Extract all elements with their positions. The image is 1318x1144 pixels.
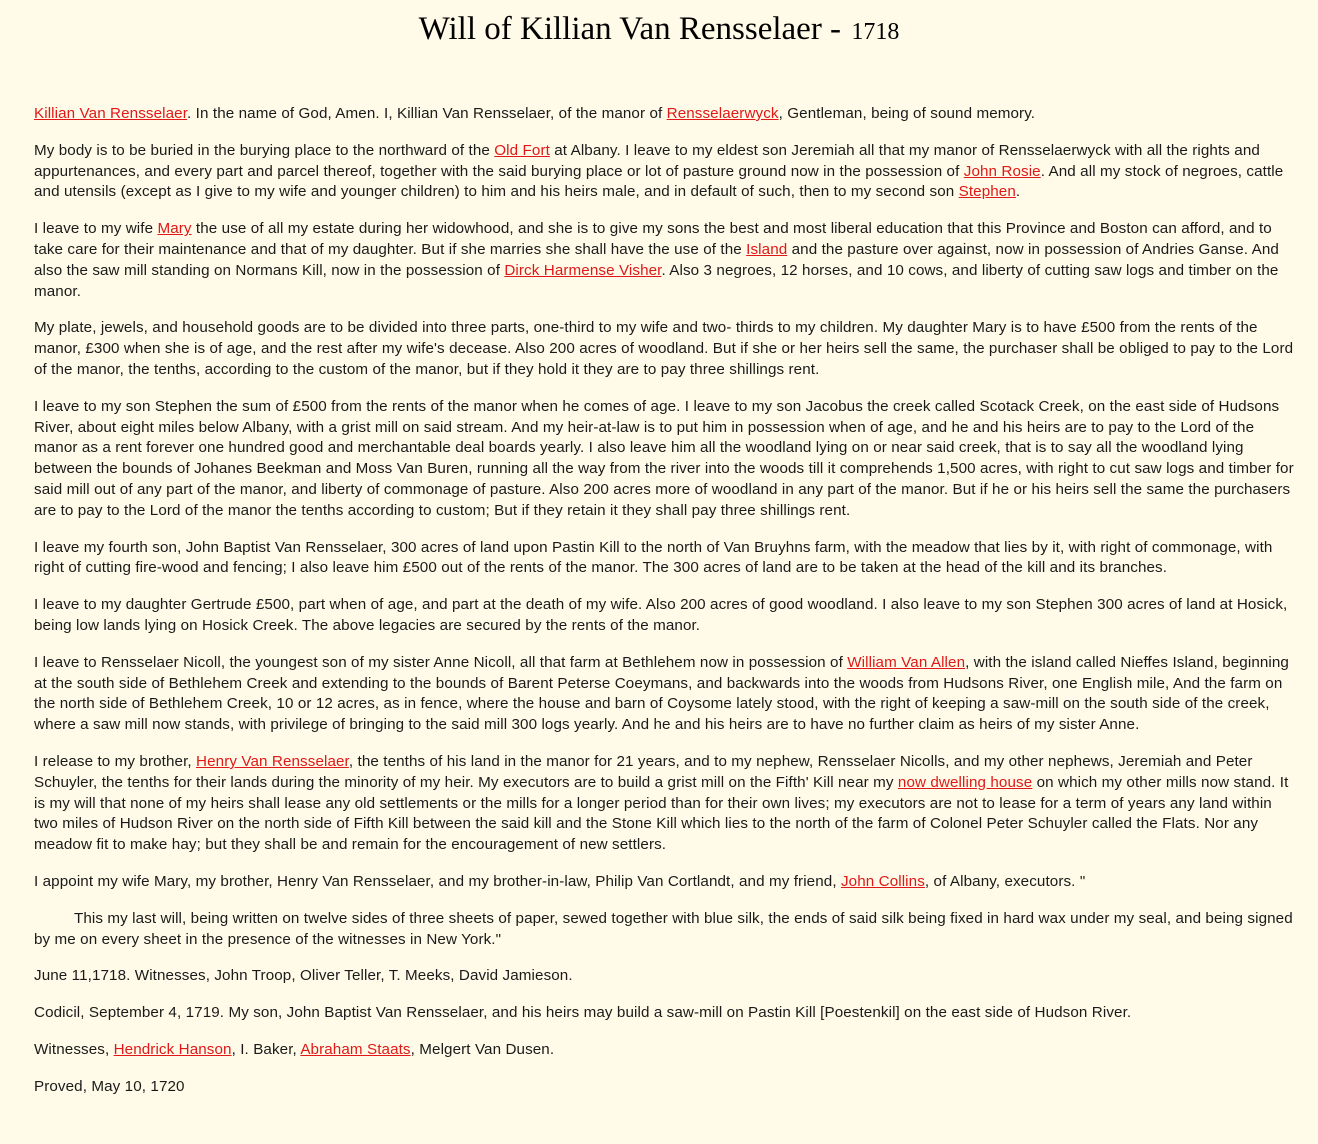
- text-span: , Melgert Van Dusen.: [410, 1040, 555, 1058]
- paragraph-fourth-son: I leave my fourth son, John Baptist Van Rensselaer, 300 acres of land upon Pastin Kill to the north of Van Bruyhns farm, with the meadow that lies by it, with right of commonage, with right of cutting fire-wood and fencing; I also leave him £500 out of the rents of the manor. The 300 acres of land are to be taken at the head of the kill and its branches.: [34, 538, 1273, 577]
- text-span: and the pasture over against, now in possession of Andries Ganse. And also the saw mill standing on Normans Kill, now in the possession of: [34, 240, 1279, 279]
- text-span: , I. Baker,: [231, 1040, 301, 1058]
- will-text: [34, 104, 1298, 1113]
- link-abraham-staats[interactable]: Abraham Staats: [300, 1040, 411, 1058]
- paragraph-codicil-witnesses: [34, 1040, 1298, 1061]
- title-year: 1718: [851, 19, 900, 45]
- text-span: on which my other mills now stand. It is my will that none of my heirs shall lease any old settlements or the mills for a longer period than for their own lives; my executors are not to lease for a term of years any land within two miles of Hudson River on the north side of Fifth Kill between the said kill and the Stone Kill which lies to the north of the farm of Colonel Peter Schuyler called the Flats. Nor any meadow fit to make hay; but they shall be and remain for the encouragement of new settlers.: [34, 773, 1289, 854]
- text-span: , the tenths of his land in the manor for 21 years, and to my nephew, Rensselaer Nicolls, and my other nephews, Jeremiah and Peter Schuyler, the tenths for their lands during the minority of my heir. My executors are to build a grist mill on the Fifth' Kill near my: [34, 752, 1253, 791]
- title-text: Will of Killian Van Rensselaer -: [418, 11, 850, 47]
- text-span: My body is to be buried in the burying place to the northward of the: [34, 141, 495, 159]
- paragraph-witnesses-1718: June 11,1718. Witnesses, John Troop, Oliver Teller, T. Meeks, David Jamieson.: [34, 967, 573, 985]
- link-john-rosie[interactable]: John Rosie: [963, 162, 1041, 180]
- link-john-collins[interactable]: John Collins: [840, 872, 925, 890]
- link-old-fort[interactable]: Old Fort: [494, 141, 550, 159]
- link-henry-van-rensselaer[interactable]: Henry Van Rensselaer: [196, 752, 349, 770]
- paragraph-wife: [34, 219, 1298, 302]
- paragraph-gertrude: I leave to my daughter Gertrude £500, part when of age, and part at the death of my wife. Also 200 acres of good woodland. I also leave to my son Stephen 300 acres of land at Hosick, being low lands lying on Hosick Creek. The above legacies are secured by the rents of the manor.: [34, 596, 1288, 634]
- paragraph-release: [34, 752, 1298, 856]
- paragraph-proved: Proved, May 10, 1720: [34, 1077, 185, 1095]
- text-span: , of Albany, executors. ": [924, 872, 1086, 890]
- text-span: . Also 3 negroes, 12 horses, and 10 cows, and liberty of cutting saw logs and timber on the manor.: [34, 261, 1279, 300]
- link-stephen[interactable]: Stephen: [958, 183, 1016, 201]
- paragraph-codicil: Codicil, September 4, 1719. My son, John Baptist Van Rensselaer, and his heirs may build a saw-mill on Pastin Kill [Poestenkil] on the east side of Hudson River.: [34, 1004, 1132, 1022]
- text-span: I leave to Rensselaer Nicoll, the youngest son of my sister Anne Nicoll, all that farm at Bethlehem now in possession of: [34, 653, 848, 671]
- paragraph-executors: [34, 872, 1298, 893]
- page-title: [0, 0, 1318, 48]
- link-rensselaerwyck[interactable]: Rensselaerwyck: [666, 105, 779, 122]
- link-now-dwelling-house[interactable]: now dwelling house: [897, 773, 1033, 791]
- link-william-van-allen[interactable]: William Van Allen: [847, 653, 966, 671]
- text-span: at Albany. I leave to my eldest son Jeremiah all that my manor of Rensselaerwyck with all the rights and appurtenances, and every part and parcel thereof, together with the said burying place or lot of pasture ground now in the possession of: [34, 141, 1260, 180]
- text-span: the use of all my estate during her widowhood, and she is to give my sons the best and most liberal education that this Province and Boston can afford, and to take care for their maintenance and that of my daughter. But if she marries she shall have the use of the: [34, 220, 1272, 258]
- link-mary[interactable]: Mary: [157, 220, 192, 238]
- text-span: , with the island called Nieffes Island, beginning at the south side of Bethlehem Creek and extending to the bounds of Barent Peterse Coeymans, and backwards into the woods from Hudsons River, one English mile, And the farm on the north side of Bethlehem Creek, 10 or 12 acres, as in fence, where the house and barn of Coysome lately stood, with the right of keeping a saw-mill on the south side of the creek, where a saw mill now stands, with privilege of bringing to the said mill 300 logs yearly. And he and his heirs are to have no further claim as heirs of my sister Anne.: [34, 653, 1289, 734]
- text-span: .: [1015, 183, 1021, 201]
- paragraph-last-will: This my last will, being written on twelve sides of three sheets of paper, sewed together with blue silk, the ends of said silk being fixed in hard wax under my seal, and being signed by me on every sheet in the presence of the witnesses in New York.": [34, 909, 1293, 948]
- text-span: I appoint my wife Mary, my brother, Henry Van Rensselaer, and my brother-in-law, Philip Van Cortlandt, and my friend,: [34, 872, 841, 890]
- paragraph-burial: [34, 141, 1298, 203]
- link-hendrick-hanson[interactable]: Hendrick Hanson: [113, 1040, 232, 1058]
- paragraph-opening: [34, 104, 1298, 125]
- link-island[interactable]: Island: [746, 240, 788, 258]
- link-dirck-harmense-visher[interactable]: Dirck Harmense Visher: [504, 261, 662, 279]
- link-killian-van-rensselaer[interactable]: Killian Van Rensselaer: [34, 105, 188, 122]
- text-span: . In the name of God, Amen. I, Killian Van Rensselaer, of the manor of: [187, 105, 667, 122]
- paragraph-plate: My plate, jewels, and household goods are to be divided into three parts, one-third to my wife and two- thirds to my children. My daughter Mary is to have £500 from the rents of the manor, £300 when she is of age, and the rest after my wife's decease. Also 200 acres of woodland. But if she or her heirs sell the same, the purchaser shall be obliged to pay to the Lord of the manor, the tenths, according to the custom of the manor, but if they hold it they are to pay three shillings rent.: [34, 319, 1294, 378]
- text-span: I leave to my wife: [34, 220, 158, 238]
- text-span: , Gentleman, being of sound memory.: [778, 105, 1036, 122]
- paragraph-stephen: I leave to my son Stephen the sum of £500 from the rents of the manor when he comes of age. I leave to my son Jacobus the creek called Scotack Creek, on the east side of Hudsons River, about eight miles below Albany, with a grist mill on said stream. And my heir-at-law is to put him in possession when of age, and he and his heirs are to pay to the Lord of the manor as a rent forever one hundred good and merchantable deal boards yearly. I also leave him all the woodland lying on or near said creek, that is to say all the woodland lying between the bounds of Johanes Beekman and Moss Van Buren, running all the way from the river into the woods till it comprehends 1,500 acres, with right to cut saw logs and timber for said mill out of any part of the manor, and liberty of commonage of pasture. Also 200 acres more of woodland in any part of the manor. But if he or his heirs sell the same the purchasers are to pay to the Lord of the manor the tenths according to custom; But if they retain it they shall pay three shillings rent.: [34, 397, 1294, 519]
- text-span: Witnesses,: [34, 1040, 114, 1058]
- paragraph-nicoll: [34, 653, 1298, 736]
- text-span: I release to my brother,: [34, 752, 197, 770]
- text-span: . And all my stock of negroes, cattle and utensils (except as I give to my wife and younger children) to him and his heirs male, and in default of such, then to my second son: [34, 162, 1284, 201]
